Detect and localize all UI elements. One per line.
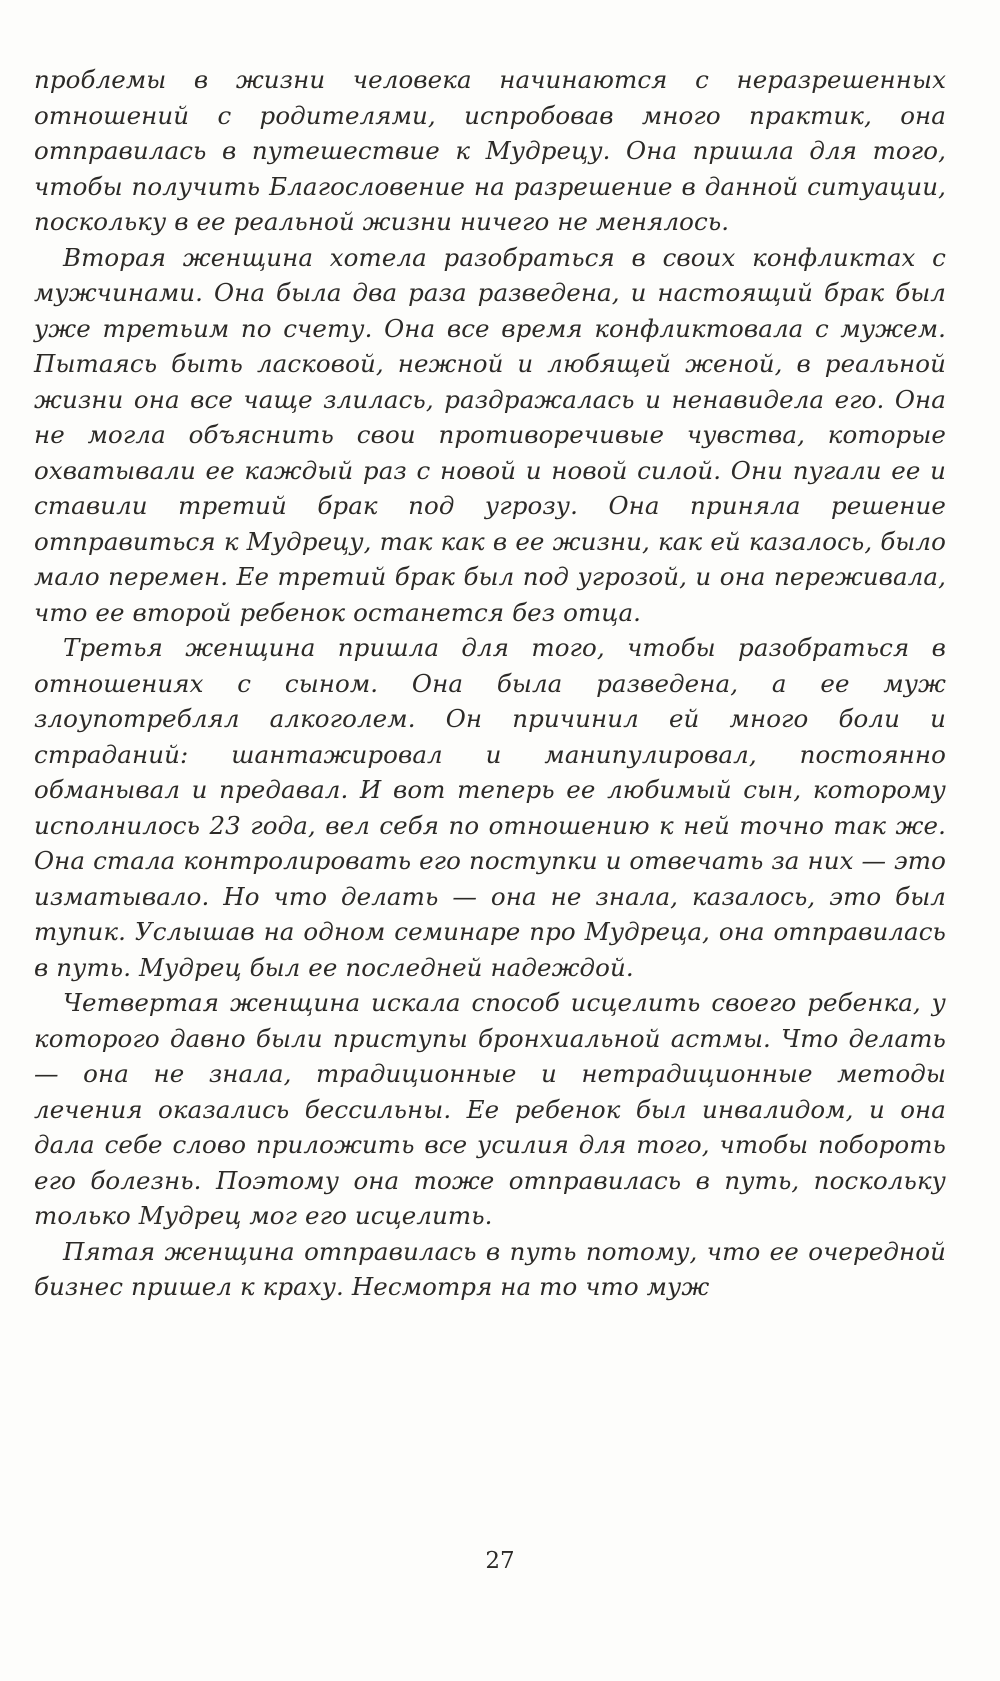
paragraph-fourth-woman: Четвертая женщина искала способ исцелить своего ребенка, у которого давно были приступы бронхиальной астмы. Что делать — она не знала, традиционные и нетрадиционные методы лечения оказались бессильны. Ее ребенок был инвалидом, и она дала себе слово приложить все усилия для того, чтобы побороть его болезнь. Поэтому она тоже отправилась в путь, поскольку только Мудрец мог его исцелить. <box>34 988 946 1230</box>
page-number: 27 <box>485 1548 515 1574</box>
paragraph-continuation: проблемы в жизни человека начинаются с неразрешенных отношений с родителями, испробовав много практик, она отправилась в путешествие к Мудрецу. Она пришла для того, чтобы получить Благословение на разрешение в данной ситуации, поскольку в ее реальной жизни ничего не менялось. <box>34 65 946 236</box>
page-body <box>34 62 946 1305</box>
paragraph-fifth-woman: Пятая женщина отправилась в путь потому, что ее очередной бизнес пришел к краху. Несмотря на то что муж <box>34 1236 946 1301</box>
paragraph-second-woman: Вторая женщина хотела разобраться в своих конфликтах с мужчинами. Она была два раза разведена, и настоящий брак был уже третьим по счету. Она все время конфликтовала с мужем. Пытаясь быть ласковой, нежной и любящей женой, в реальной жизни она все чаще злилась, раздражалась и ненавидела его. Она не могла объяснить свои противоречивые чувства, которые охватывали ее каждый раз с новой и новой силой. Они пугали ее и ставили третий брак под угрозу. Она приняла решение отправиться к Мудрецу, так как в ее жизни, как ей казалось, было мало перемен. Ее третий брак был под угрозой, и она переживала, что ее второй ребенок останется без отца. <box>34 242 946 627</box>
book-page <box>34 62 946 1612</box>
paragraph-third-woman: Третья женщина пришла для того, чтобы разобраться в отношениях с сыном. Она была разведена, а ее муж злоупотреблял алкоголем. Он причинил ей много боли и страданий: шантажировал и манипулировал, постоянно обманывал и предавал. И вот теперь ее любимый сын, которому исполнилось 23 года, вел себя по отношению к ней точно так же. Она стала контролировать его поступки и отвечать за них — это изматывало. Но что делать — она не знала, казалось, это был тупик. Услышав на одном семинаре про Мудреца, она отправилась в путь. Мудрец был ее последней надеждой. <box>34 633 946 982</box>
